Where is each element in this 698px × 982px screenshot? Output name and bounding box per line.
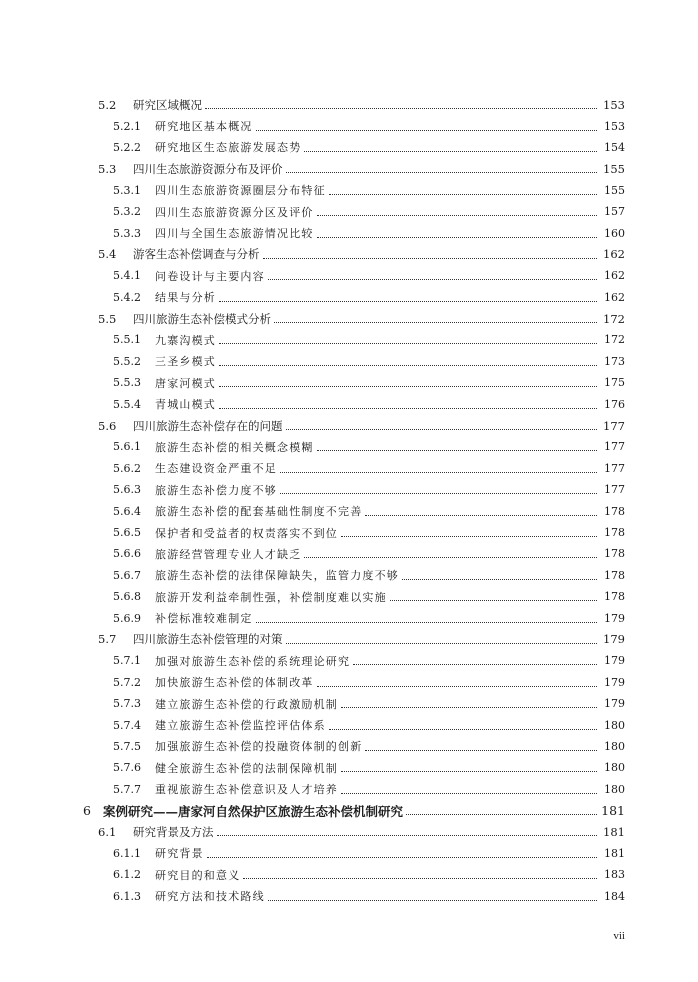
- toc-entry[interactable]: [0, 586, 698, 607]
- dot-leader: [341, 771, 597, 772]
- toc-entry-page: 162: [604, 290, 625, 304]
- dot-leader: [207, 857, 597, 858]
- dot-leader: [217, 835, 598, 836]
- toc-entry-title: 旅游生态补偿的相关概念模糊: [155, 440, 314, 454]
- toc-entry-number: 5.6.3: [113, 483, 141, 497]
- table-of-contents: [0, 94, 698, 907]
- dot-leader: [256, 130, 597, 131]
- dot-leader: [402, 579, 597, 580]
- toc-entry-page: 180: [604, 718, 625, 732]
- toc-entry[interactable]: [0, 629, 698, 650]
- toc-entry-page: 180: [604, 761, 625, 775]
- toc-entry[interactable]: [0, 500, 698, 521]
- toc-entry-page: 178: [604, 547, 625, 561]
- toc-entry[interactable]: [0, 693, 698, 714]
- dot-leader: [390, 600, 597, 601]
- toc-entry-number: 5.7.2: [113, 675, 141, 689]
- dot-leader: [219, 365, 597, 366]
- toc-entry-title: 问卷设计与主要内容: [155, 269, 265, 283]
- toc-entry-number: 5.5.2: [113, 354, 141, 368]
- dot-leader: [219, 301, 597, 302]
- toc-entry[interactable]: [0, 479, 698, 500]
- toc-entry-number: 5.7.4: [113, 718, 141, 732]
- toc-entry-title: 旅游开发利益牵制性强，补偿制度难以实施: [155, 590, 387, 604]
- dot-leader: [341, 707, 597, 708]
- dot-leader: [268, 279, 597, 280]
- toc-entry-page: 178: [604, 526, 625, 539]
- toc-entry-page: 179: [604, 611, 625, 625]
- toc-entry-title: 四川生态旅游资源分区及评价: [155, 205, 314, 219]
- toc-entry-page: 179: [604, 675, 625, 689]
- toc-entry[interactable]: [0, 800, 698, 821]
- toc-entry-title: 四川生态旅游资源圈层分布特征: [155, 184, 326, 198]
- toc-entry-number: 5.4.1: [113, 269, 141, 283]
- toc-entry-number: 5.2.1: [113, 119, 141, 133]
- toc-entry-number: 5.4: [98, 247, 117, 262]
- toc-entry-number: 5.3: [98, 161, 117, 176]
- toc-entry-page: 177: [603, 418, 625, 433]
- toc-entry[interactable]: [0, 115, 698, 136]
- toc-entry[interactable]: [0, 222, 698, 243]
- toc-entry-title: 建立旅游生态补偿的行政激励机制: [155, 697, 338, 711]
- toc-entry[interactable]: [0, 137, 698, 158]
- toc-entry-number: 5.3.1: [113, 183, 141, 197]
- toc-entry-number: 5.7.3: [113, 697, 141, 711]
- dot-leader: [263, 258, 598, 259]
- toc-entry-title: 案例研究——唐家河自然保护区旅游生态补偿机制研究: [103, 803, 404, 819]
- toc-entry[interactable]: [0, 201, 698, 222]
- toc-entry-title: 青城山模式: [155, 398, 216, 412]
- toc-entry-page: 176: [604, 397, 625, 411]
- toc-entry-title: 三圣乡模式: [155, 355, 216, 369]
- toc-entry[interactable]: [0, 351, 698, 372]
- dot-leader: [205, 108, 597, 109]
- toc-entry-number: 6.1: [98, 824, 117, 839]
- toc-entry-page: 162: [603, 247, 625, 262]
- toc-entry-page: 179: [604, 697, 625, 711]
- toc-entry-page: 181: [603, 824, 625, 839]
- toc-entry-title: 四川旅游生态补偿模式分析: [133, 311, 271, 326]
- toc-entry-title: 补偿标准较难制定: [155, 612, 253, 626]
- toc-entry-title: 研究方法和技术路线: [155, 890, 265, 904]
- toc-entry-title: 加快旅游生态补偿的体制改革: [155, 676, 314, 690]
- dot-leader: [219, 408, 597, 409]
- toc-entry-title: 加强旅游生态补偿的投融资体制的创新: [155, 740, 363, 754]
- toc-entry-title: 建立旅游生态补偿监控评估体系: [155, 719, 326, 733]
- toc-entry-page: 184: [604, 889, 625, 903]
- toc-entry-page: 153: [604, 119, 625, 133]
- toc-entry-page: 155: [604, 183, 625, 197]
- toc-entry-number: 5.6.5: [113, 526, 141, 539]
- toc-entry[interactable]: [0, 244, 698, 265]
- dot-leader: [317, 237, 597, 238]
- dot-leader: [256, 622, 597, 623]
- toc-entry[interactable]: [0, 650, 698, 671]
- toc-entry-page: 178: [604, 504, 625, 518]
- toc-entry-page: 154: [604, 140, 625, 154]
- toc-entry-page: 183: [604, 868, 625, 882]
- toc-entry-number: 5.7.1: [113, 654, 141, 668]
- toc-entry-number: 5.5.3: [113, 376, 141, 390]
- toc-entry-number: 6.1.2: [113, 868, 141, 882]
- toc-entry[interactable]: [0, 415, 698, 436]
- dot-leader: [286, 429, 598, 430]
- dot-leader: [317, 450, 597, 451]
- toc-entry-title: 旅游生态补偿力度不够: [155, 483, 277, 497]
- toc-entry-page: 157: [604, 205, 625, 219]
- toc-entry-title: 研究地区生态旅游发展态势: [155, 141, 302, 155]
- toc-entry-number: 6: [83, 803, 91, 819]
- toc-entry[interactable]: [0, 522, 698, 543]
- toc-entry[interactable]: [0, 714, 698, 735]
- toc-entry-page: 162: [604, 269, 625, 283]
- toc-entry[interactable]: [0, 843, 698, 864]
- toc-entry-title: 游客生态补偿调查与分析: [133, 247, 260, 262]
- toc-entry-title: 旅游生态补偿的配套基础性制度不完善: [155, 505, 363, 519]
- dot-leader: [329, 194, 597, 195]
- toc-entry[interactable]: [0, 287, 698, 308]
- dot-leader: [317, 215, 597, 216]
- toc-entry[interactable]: [0, 543, 698, 564]
- toc-entry-number: 5.4.2: [113, 290, 141, 304]
- toc-entry-page: 177: [604, 440, 625, 454]
- dot-leader: [365, 515, 597, 516]
- toc-entry[interactable]: [0, 436, 698, 457]
- toc-entry-title: 健全旅游生态补偿的法制保障机制: [155, 761, 338, 775]
- toc-entry-page: 160: [604, 226, 625, 240]
- toc-entry-number: 5.7.6: [113, 761, 141, 775]
- dot-leader: [268, 900, 597, 901]
- toc-entry-number: 5.3.3: [113, 226, 141, 240]
- dot-leader: [280, 472, 597, 473]
- toc-entry-number: 5.6.8: [113, 590, 141, 604]
- toc-entry-page: 180: [604, 782, 625, 796]
- toc-entry-title: 生态建设资金严重不足: [155, 462, 277, 476]
- toc-entry-number: 5.6.6: [113, 547, 141, 561]
- toc-entry-title: 研究背景及方法: [133, 824, 214, 839]
- toc-entry[interactable]: [0, 158, 698, 179]
- toc-entry-number: 5.6.1: [113, 440, 141, 454]
- dot-leader: [341, 793, 597, 794]
- toc-entry-number: 5.6.4: [113, 504, 141, 518]
- toc-entry-title: 研究区域概况: [133, 97, 202, 112]
- toc-entry-title: 四川生态旅游资源分布及评价: [133, 161, 283, 176]
- dot-leader: [406, 814, 597, 815]
- toc-entry-title: 唐家河模式: [155, 376, 216, 390]
- toc-entry-page: 179: [603, 632, 625, 647]
- toc-entry-page: 172: [604, 333, 625, 347]
- toc-entry-page: 181: [601, 803, 625, 819]
- toc-entry-page: 180: [604, 739, 625, 753]
- toc-entry[interactable]: [0, 393, 698, 414]
- dot-leader: [353, 664, 597, 665]
- toc-entry[interactable]: [0, 565, 698, 586]
- toc-entry-title: 四川旅游生态补偿存在的问题: [133, 418, 283, 433]
- dot-leader: [219, 386, 597, 387]
- dot-leader: [317, 686, 597, 687]
- toc-entry[interactable]: [0, 308, 698, 329]
- toc-entry[interactable]: [0, 372, 698, 393]
- dot-leader: [329, 729, 597, 730]
- toc-entry-number: 5.7.5: [113, 739, 141, 753]
- toc-entry-page: 173: [604, 354, 625, 368]
- toc-entry-title: 旅游经营管理专业人才缺乏: [155, 547, 302, 561]
- toc-entry-page: 175: [604, 376, 625, 390]
- dot-leader: [280, 493, 597, 494]
- dot-leader: [286, 643, 598, 644]
- toc-entry-number: 5.5: [98, 311, 117, 326]
- toc-entry[interactable]: [0, 757, 698, 778]
- dot-leader: [243, 878, 597, 879]
- toc-entry-title: 重视旅游生态补偿意识及人才培养: [155, 783, 338, 797]
- toc-entry-title: 研究地区基本概况: [155, 120, 253, 134]
- toc-entry-page: 179: [604, 654, 625, 668]
- toc-entry-title: 旅游生态补偿的法律保障缺失，监管力度不够: [155, 569, 399, 583]
- toc-entry-title: 研究背景: [155, 847, 204, 861]
- dot-leader: [219, 343, 597, 344]
- toc-entry[interactable]: [0, 265, 698, 286]
- toc-entry-number: 5.7: [98, 632, 117, 647]
- toc-entry-page: 177: [604, 483, 625, 497]
- toc-entry[interactable]: [0, 864, 698, 885]
- toc-entry-number: 6.1.1: [113, 846, 141, 860]
- toc-entry-number: 5.6: [98, 418, 117, 433]
- toc-entry-title: 结果与分析: [155, 291, 216, 305]
- toc-entry[interactable]: [0, 329, 698, 350]
- toc-entry[interactable]: [0, 736, 698, 757]
- toc-entry-title: 四川旅游生态补偿管理的对策: [133, 632, 283, 647]
- toc-entry-page: 155: [603, 161, 625, 176]
- dot-leader: [286, 172, 598, 173]
- toc-entry-number: 5.3.2: [113, 205, 141, 219]
- toc-entry-page: 172: [603, 311, 625, 326]
- dot-leader: [341, 536, 597, 537]
- toc-entry-number: 5.6.2: [113, 461, 141, 475]
- dot-leader: [365, 750, 597, 751]
- toc-entry-title: 保护者和受益者的权责落实不到位: [155, 526, 338, 540]
- toc-entry-title: 加强对旅游生态补偿的系统理论研究: [155, 654, 351, 668]
- page-number: vii: [613, 930, 625, 942]
- toc-entry-number: 5.2.2: [113, 140, 141, 154]
- toc-entry-number: 5.5.1: [113, 333, 141, 347]
- toc-entry-title: 四川与全国生态旅游情况比较: [155, 227, 314, 241]
- toc-entry[interactable]: [0, 779, 698, 800]
- dot-leader: [304, 151, 597, 152]
- toc-entry-page: 178: [604, 590, 625, 604]
- toc-entry[interactable]: [0, 672, 698, 693]
- toc-entry[interactable]: [0, 885, 698, 906]
- toc-entry-number: 5.6.7: [113, 568, 141, 582]
- toc-entry-page: 181: [604, 846, 625, 860]
- toc-entry-page: 153: [603, 97, 625, 112]
- toc-entry-number: 6.1.3: [113, 889, 141, 903]
- toc-entry[interactable]: [0, 458, 698, 479]
- toc-entry[interactable]: [0, 607, 698, 628]
- toc-entry-number: 5.6.9: [113, 611, 141, 625]
- toc-entry[interactable]: [0, 94, 698, 115]
- dot-leader: [274, 322, 597, 323]
- toc-entry-title: 九寨沟模式: [155, 333, 216, 347]
- toc-entry-page: 177: [604, 461, 625, 475]
- toc-entry-page: 178: [604, 568, 625, 582]
- toc-entry[interactable]: [0, 180, 698, 201]
- toc-entry-number: 5.7.7: [113, 782, 141, 796]
- dot-leader: [304, 557, 597, 558]
- toc-entry-title: 研究目的和意义: [155, 868, 241, 882]
- toc-entry-number: 5.5.4: [113, 397, 141, 411]
- toc-entry-number: 5.2: [98, 97, 117, 112]
- toc-entry[interactable]: [0, 821, 698, 842]
